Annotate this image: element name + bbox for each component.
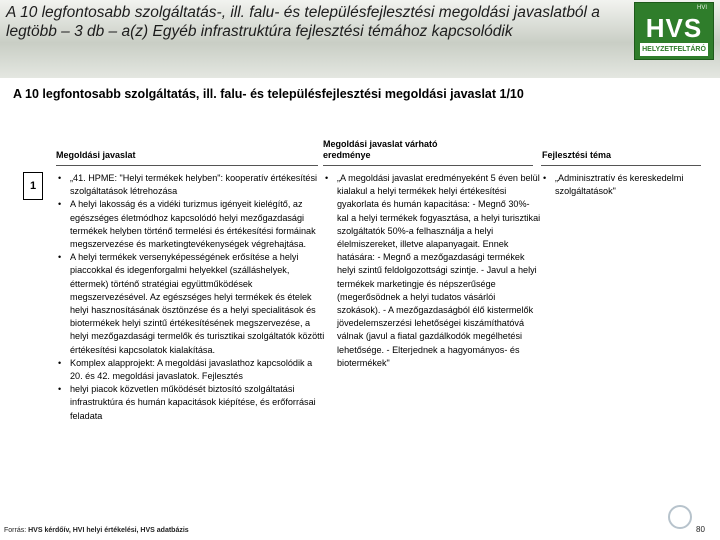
topic-item: • „Adminisztratív és kereskedelmi szolgáltatások" <box>541 172 701 198</box>
logo-bar-text: HELYZETFELTÁRÓ <box>640 43 708 56</box>
header-banner <box>0 0 720 78</box>
row-number: 1 <box>23 172 43 200</box>
logo-small-text: HVI <box>696 5 707 11</box>
proposal-item: • helyi piacok közvetlen működését biztosító szolgáltatási infrastruktúra és humán kapacitások kiépítése, és erőforrásai feladata <box>56 383 326 423</box>
proposal-item: • Komplex alapprojekt: A megoldási javaslathoz kapcsolódik a 20. és 42. megoldási javaslatok. Fejlesztés <box>56 357 326 383</box>
proposal-item: • A helyi lakosság és a vidéki turizmus igényeit kielégítő, az egészséges életmódhoz kapcsolódó helyi mezőgazdasági termékek helyben történő termelési és értékesítési formáinak megszervezése és marketingtevékenységek végrehajtása. <box>56 198 326 251</box>
page-title: A 10 legfontosabb szolgáltatás-, ill. falu- és településfejlesztési megoldási javaslatból a legtöbb – 3 db – a(z) Egyéb infrastruktúra fejlesztési témához kapcsolódik <box>6 4 600 40</box>
header-divider <box>541 165 701 166</box>
column-header-topic: Fejlesztési téma <box>542 150 612 160</box>
proposal-item: • A helyi termékek versenyképességének erősítése a helyi piaccokkal és idegenforgalmi helyekkel (szálláshelyek, éttermek) történő stratégiai együttműködések megszervezésével. Az egészséges helyi termékek és ételek helyi hasznosításának ösztönzése és a helyi specialitások és biotermékek helyi szintű értékesítésének megszervezése, a helyi mezőgazdasági termelők és turisztikai szolgáltatók közötti értékesítési kapcsolatok kialakítása. <box>56 251 326 357</box>
hvs-logo <box>634 2 714 60</box>
slide-subtitle: A 10 legfontosabb szolgáltatás, ill. falu- és településfejlesztési megoldási javaslat 1/10 <box>13 87 524 101</box>
result-column <box>323 172 541 370</box>
column-header-proposal: Megoldási javaslat <box>56 150 136 160</box>
result-item: • „A megoldási javaslat eredményeként 5 éven belül kialakul a helyi termékek helyi értékesítési gyakorlata és humán kapacitása: - Megnő 30%-kal a helyi termékek fogyasztása, a helyi turisztikai szolgáltatók 50%-a felhasználja a helyi élelmiszereket, illetve alapanyagait. Ennek hatására: - Megnő a mezőgazdasági termékek helyi szintű feldolgozottsági szintje. - Javul a helyi termékek marketingje és népszerűsége (megerősödnek a helyi tudatos vásárlói szokások). - A mezőgazdaságból élő kistermelők jövedelemszerzési lehetőségei kiszámíthatóvá válnak (javul a fiatal gazdálkodók megélhetési lehetősége. - Elterjednek a hagyományos- és biotermékek" <box>323 172 541 370</box>
logo-main-text: HVS <box>645 13 703 43</box>
header-divider <box>323 165 533 166</box>
seal-icon <box>668 505 692 529</box>
header-divider <box>56 165 318 166</box>
topic-column <box>541 172 701 198</box>
page-number: 80 <box>696 525 705 534</box>
source-footer <box>4 527 189 534</box>
proposal-column <box>56 172 326 423</box>
proposal-item: • „41. HPME: "Helyi termékek helyben": kooperatív értékesítési szolgáltatások létrehozása <box>56 172 326 198</box>
footer-label: Forrás: <box>4 527 27 534</box>
column-header-result: Megoldási javaslat várható eredménye <box>323 139 438 160</box>
footer-source: HVS kérdőív, HVI helyi értékelési, HVS adatbázis <box>28 527 189 534</box>
